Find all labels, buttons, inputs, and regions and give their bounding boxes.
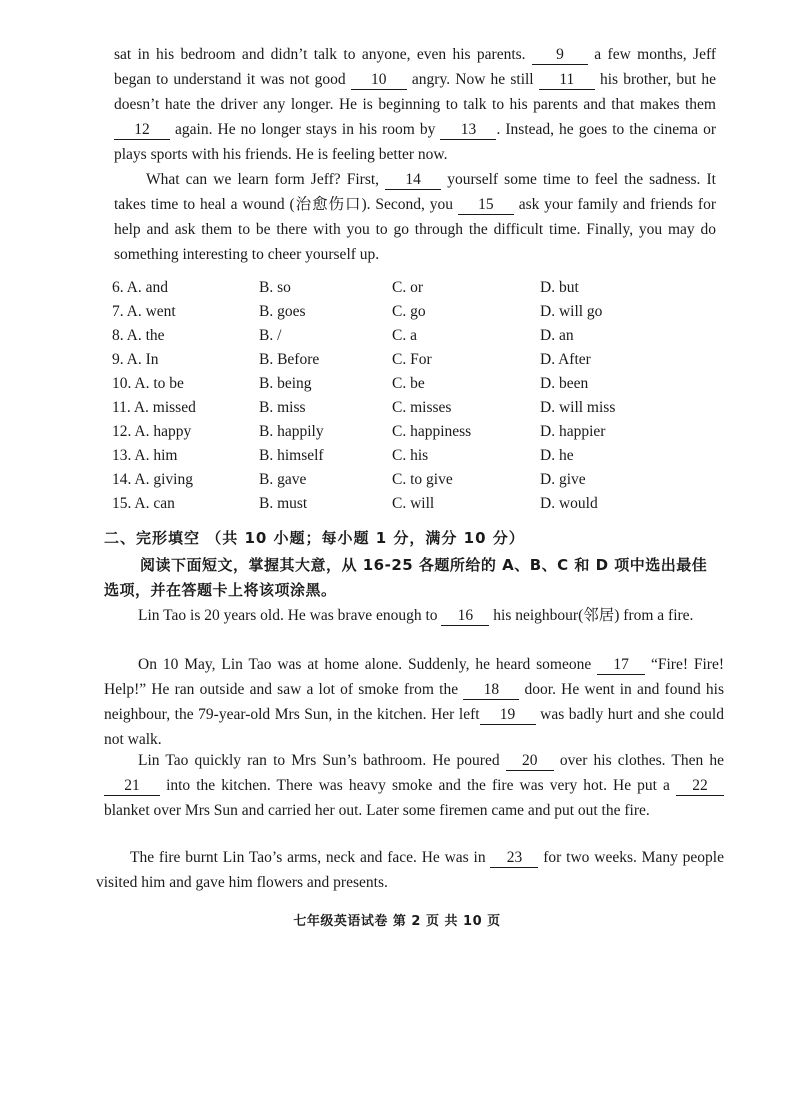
blank-19: 19 — [480, 706, 536, 725]
option-row: 11. A. missed B. miss C. misses D. will miss — [112, 399, 616, 416]
option-row: 9. A. In B. Before C. For D. After — [112, 351, 591, 368]
passage-paragraph-intro: Lin Tao is 20 years old. He was brave enough to 16 his neighbour(邻居) from a fire. — [138, 607, 694, 624]
blank-12: 12 — [114, 121, 170, 140]
blank-16: 16 — [441, 607, 489, 626]
option-row: 6. A. and B. so C. or D. but — [112, 279, 579, 296]
passage-paragraph-jeff-recovery: sat in his bedroom and didn’t talk to anyone, even his parents. 9 a few months, Jeff began to understand it was not good 10 angry. Now he still 11 his brother, but he doesn’t hate the driver any longer. He is beginning to talk to his parents and that makes them 12 again. He no longer stays in his room by 13 . Instead, he goes to the cinema or plays sports with his friends. He is feeling better now. — [114, 46, 717, 163]
option-row: 15. A. can B. must C. will D. would — [112, 495, 598, 512]
blank-22: 22 — [676, 777, 724, 796]
blank-9: 9 — [532, 46, 588, 65]
option-row: 13. A. him B. himself C. his D. he — [112, 447, 574, 464]
answer-options-table — [112, 276, 712, 516]
passage-paragraph-rescue: Lin Tao quickly ran to Mrs Sun’s bathroom. He poured 20 over his clothes. Then he 21 into the kitchen. There was heavy smoke and the fire was very hot. He put a 22 blanket over Mrs Sun and carried her out. Later some firemen came and put out the fire. — [104, 752, 724, 819]
blank-10: 10 — [351, 71, 407, 90]
passage-paragraph-fire: On 10 May, Lin Tao was at home alone. Suddenly, he heard someone 17 “Fire! Fire! Help!” He ran outside and saw a lot of smoke from the 18 door. He went in and found his neighbour, the 79-year-old Mrs Sun, in the kitchen. Her left 19 was badly hurt and she could not walk. — [104, 656, 724, 748]
option-row: 8. A. the B. / C. a D. an — [112, 327, 574, 344]
blank-18: 18 — [463, 681, 519, 700]
blank-11: 11 — [539, 71, 595, 90]
blank-20: 20 — [506, 752, 554, 771]
option-row: 14. A. giving B. gave C. to give D. give — [112, 471, 586, 488]
option-row: 10. A. to be B. being C. be D. been — [112, 375, 589, 392]
blank-15: 15 — [458, 196, 514, 215]
section-instruction: 阅读下面短文，掌握其大意，从 16-25 各题所给的 A、B、C 和 D 项中选出最佳选项，并在答题卡上将该项涂黑。 — [104, 556, 708, 599]
blank-21: 21 — [104, 777, 160, 796]
blank-14: 14 — [385, 171, 441, 190]
option-row: 7. A. went B. goes C. go D. will go — [112, 303, 603, 320]
blank-17: 17 — [597, 656, 645, 675]
option-row: 12. A. happy B. happily C. happiness D. happier — [112, 423, 606, 440]
blank-13: 13 — [440, 121, 496, 140]
page-footer: 七年级英语试卷 第 2 页 共 10 页 — [293, 914, 501, 929]
section-title: 二、完形填空 （共 10 小题；每小题 1 分，满分 10 分） — [104, 529, 525, 547]
passage-paragraph-lessons: What can we learn form Jeff? First, 14 yourself some time to feel the sadness. It takes time to heal a wound (治愈伤口). Second, you 15 ask your family and friends for help and ask them to be there with you to go through the difficult time. Finally, you may do something interesting to cheer yourself up. — [114, 171, 717, 263]
blank-23: 23 — [490, 849, 538, 868]
passage-paragraph-aftermath: The fire burnt Lin Tao’s arms, neck and face. He was in 23 for two weeks. Many people visited him and gave him flowers and presents. — [96, 849, 724, 891]
